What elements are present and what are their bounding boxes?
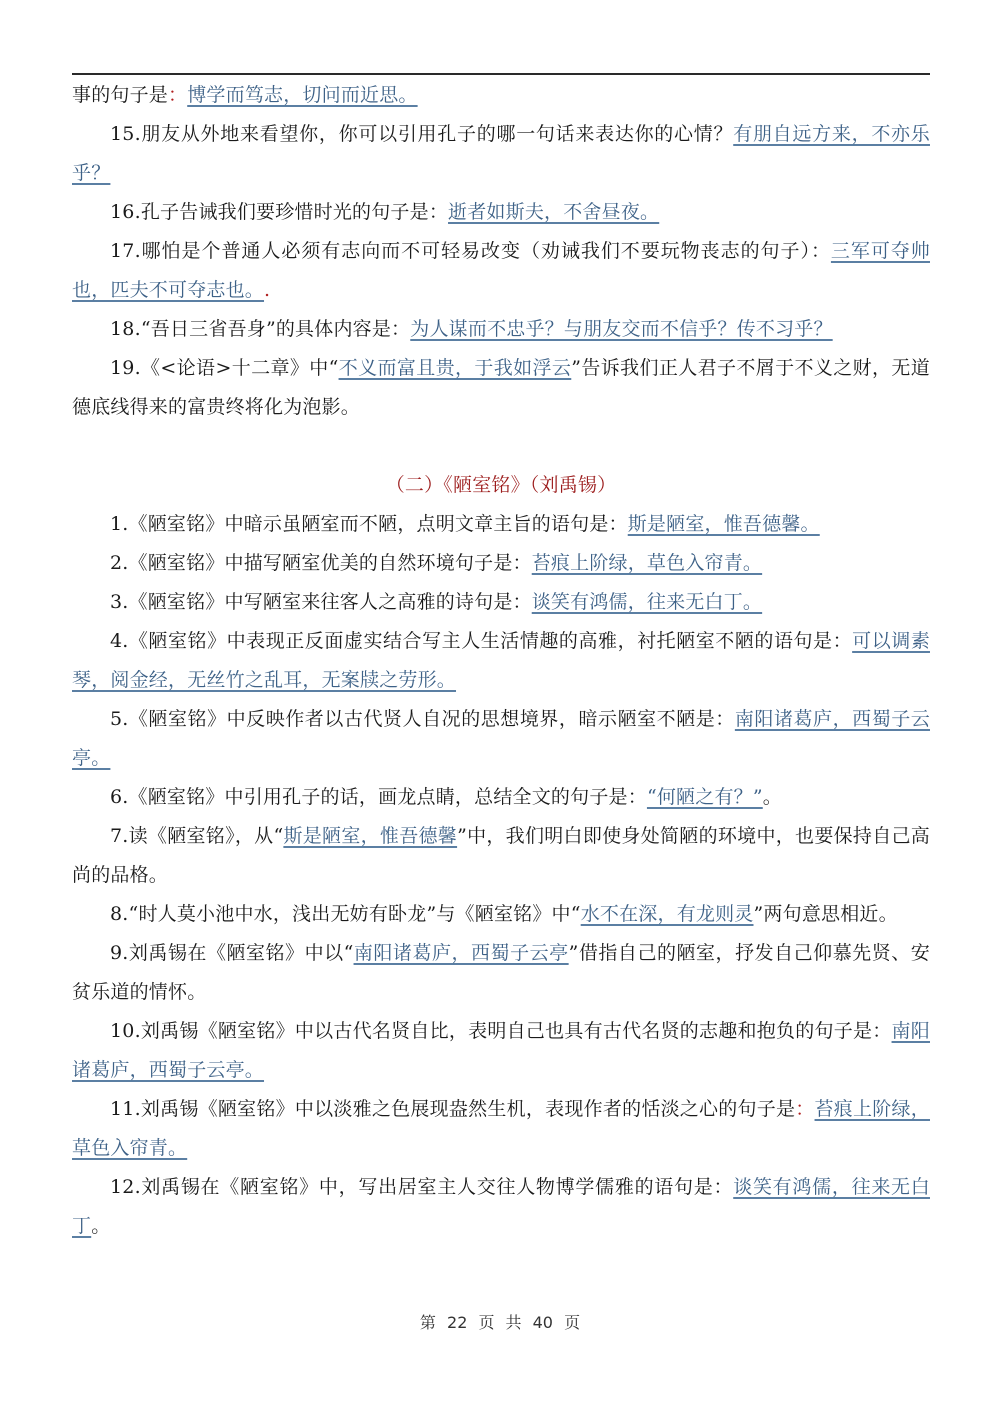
red-colon: ： [168, 84, 188, 106]
item-16: 16.孔子告诫我们要珍惜时光的句子是：逝者如斯夫，不舍昼夜。 [110, 201, 660, 223]
question-text: 《陋室铭》中写陋室来往客人之高雅的诗句是： [128, 591, 532, 613]
answer-text: 逝者如斯夫，不舍昼夜。 [448, 201, 660, 223]
answer-text: 可以调素琴，阅金经，无丝竹之乱耳，无案牍之劳形。 [72, 630, 930, 691]
answer-text: 三军可夺帅也，匹夫不可夺志也。 [72, 240, 930, 301]
item-s2-5: 5.《陋室铭》中反映作者以古代贤人自况的思想境界，暗示陋室不陋是：南阳诸葛庐，西蜀子云亭。 [72, 708, 930, 769]
answer-text: 斯是陋室，惟吾德馨。 [627, 513, 820, 535]
spacer [72, 427, 930, 466]
answer-text: 不义而富且贵，于我如浮云 [338, 357, 572, 379]
page-footer: 第 22 页 共 40 页 [419, 1313, 581, 1332]
answer-text: 水不在深，有龙则灵 [580, 903, 754, 925]
answer-text: 南阳诸葛庐，西蜀子云亭 [353, 942, 569, 964]
item-18: 18.“吾日三省吾身”的具体内容是：为人谋而不忠乎？与朋友交而不信乎？传不习乎？ [110, 318, 833, 340]
item-15: 15.朋友从外地来看望你，你可以引用孔子的哪一句话来表达你的心情？有朋自远方来，不亦乐乎？ [72, 123, 930, 184]
question-text: 哪怕是个普通人必须有志向而不可轻易改变（劝诫我们不要玩物丧志的句子）： [140, 240, 831, 262]
document-body [72, 76, 930, 1246]
item-s2-3: 3.《陋室铭》中写陋室来往客人之高雅的诗句是：谈笑有鸿儒，往来无白丁。 [110, 591, 763, 613]
question-text: “时人莫小池中水，浅出无妨有卧龙”与《陋室铭》中“ [128, 903, 581, 925]
section-title: （二）《陋室铭》（刘禹锡） [385, 474, 617, 496]
answer-text: “何陋之有？” [646, 786, 763, 808]
question-text: 《陋室铭》中反映作者以古代贤人自况的思想境界，暗示陋室不陋是： [128, 708, 735, 730]
question-text: 刘禹锡《陋室铭》中以古代名贤自比，表明自己也具有古代名贤的志趣和抱负的句子是： [140, 1020, 892, 1042]
answer-text: 斯是陋室，惟吾德馨 [283, 825, 458, 847]
item-s2-10: 10.刘禹锡《陋室铭》中以古代名贤自比，表明自己也具有古代名贤的志趣和抱负的句子是：南阳诸葛庐，西蜀子云亭。 [72, 1020, 930, 1081]
answer-text: 南阳诸葛庐，西蜀子云亭。 [72, 708, 930, 769]
answer-text: 谈笑有鸿儒，往来无白丁 [72, 1176, 930, 1237]
question-text: 孔子告诫我们要珍惜时光的句子是： [140, 201, 449, 223]
answer-text: 苔痕上阶绿，草色入帘青。 [531, 552, 763, 574]
answer-text: 苔痕上阶绿，草色入帘青。 [72, 1098, 930, 1159]
answer-text: 南阳诸葛庐，西蜀子云亭。 [72, 1020, 930, 1081]
question-text: 刘禹锡在《陋室铭》中，写出居室主人交往人物博学儒雅的语句是： [140, 1176, 734, 1198]
answer-text: 有朋自远方来，不亦乐乎？ [72, 123, 930, 184]
carry-over-line [72, 76, 930, 115]
answer-text: 谈笑有鸿儒，往来无白丁。 [531, 591, 763, 613]
question-text: 事的句子是 [72, 84, 169, 106]
top-rule [72, 73, 930, 75]
item-s2-4: 4.《陋室铭》中表现正反面虚实结合写主人生活情趣的高雅，衬托陋室不陋的语句是：可以调素琴，阅金经，无丝竹之乱耳，无案牍之劳形。 [72, 630, 930, 691]
question-text: 《陋室铭》中描写陋室优美的自然环境句子是： [128, 552, 532, 574]
question-text: 朋友从外地来看望你，你可以引用孔子的哪一句话来表达你的心情？ [140, 123, 734, 145]
item-s2-2: 2.《陋室铭》中描写陋室优美的自然环境句子是：苔痕上阶绿，草色入帘青。 [110, 552, 763, 574]
answer-text: 为人谋而不忠乎？与朋友交而不信乎？传不习乎？ [410, 318, 833, 340]
item-s2-6: 6.《陋室铭》中引用孔子的话，画龙点睛，总结全文的句子是：“何陋之有？”。 [110, 786, 782, 808]
question-text: 《陋室铭》中表现正反面虚实结合写主人生活情趣的高雅，衬托陋室不陋的语句是： [128, 630, 853, 652]
question-text: 刘禹锡在《陋室铭》中以“ [128, 942, 354, 964]
item-s2-11: 11.刘禹锡《陋室铭》中以淡雅之色展现盎然生机，表现作者的恬淡之心的句子是：苔痕上阶绿，草色入帘青。 [72, 1098, 930, 1159]
question-text: “吾日三省吾身”的具体内容是： [140, 318, 411, 340]
item-s2-8: 8.“时人莫小池中水，浅出无妨有卧龙”与《陋室铭》中“水不在深，有龙则灵”两句意思相近。 [110, 903, 898, 925]
item-s2-9: 9.刘禹锡在《陋室铭》中以“南阳诸葛庐，西蜀子云亭”借指自己的陋室，抒发自己仰慕先贤、安贫乐道的情怀。 [72, 942, 930, 1003]
question-text: 《<论语>十二章》中“ [140, 357, 339, 379]
item-s2-1: 1.《陋室铭》中暗示虽陋室而不陋，点明文章主旨的语句是：斯是陋室，惟吾德馨。 [110, 513, 820, 535]
question-text: 刘禹锡《陋室铭》中以淡雅之色展现盎然生机，表现作者的恬淡之心的句子是 [140, 1098, 796, 1120]
item-s2-7: 7.读《陋室铭》，从“斯是陋室，惟吾德馨”中，我们明白即使身处简陋的环境中，也要保持自己高尚的品格。 [72, 825, 930, 886]
item-17: 17.哪怕是个普通人必须有志向而不可轻易改变（劝诫我们不要玩物丧志的句子）：三军可夺帅也，匹夫不可夺志也。. [72, 240, 930, 301]
answer-text: 博学而笃志，切问而近思。 [187, 84, 418, 106]
question-text: 读《陋室铭》，从“ [128, 825, 284, 847]
red-colon: ： [795, 1098, 815, 1120]
question-text: 《陋室铭》中引用孔子的话，画龙点睛，总结全文的句子是： [128, 786, 647, 808]
item-19: 19.《<论语>十二章》中“不义而富且贵，于我如浮云”告诉我们正人君子不屑于不义之财，无道德底线得来的富贵终将化为泡影。 [72, 357, 930, 418]
question-text: 《陋室铭》中暗示虽陋室而不陋，点明文章主旨的语句是： [128, 513, 628, 535]
item-s2-12: 12.刘禹锡在《陋室铭》中，写出居室主人交往人物博学儒雅的语句是：谈笑有鸿儒，往来无白丁。 [72, 1176, 930, 1237]
